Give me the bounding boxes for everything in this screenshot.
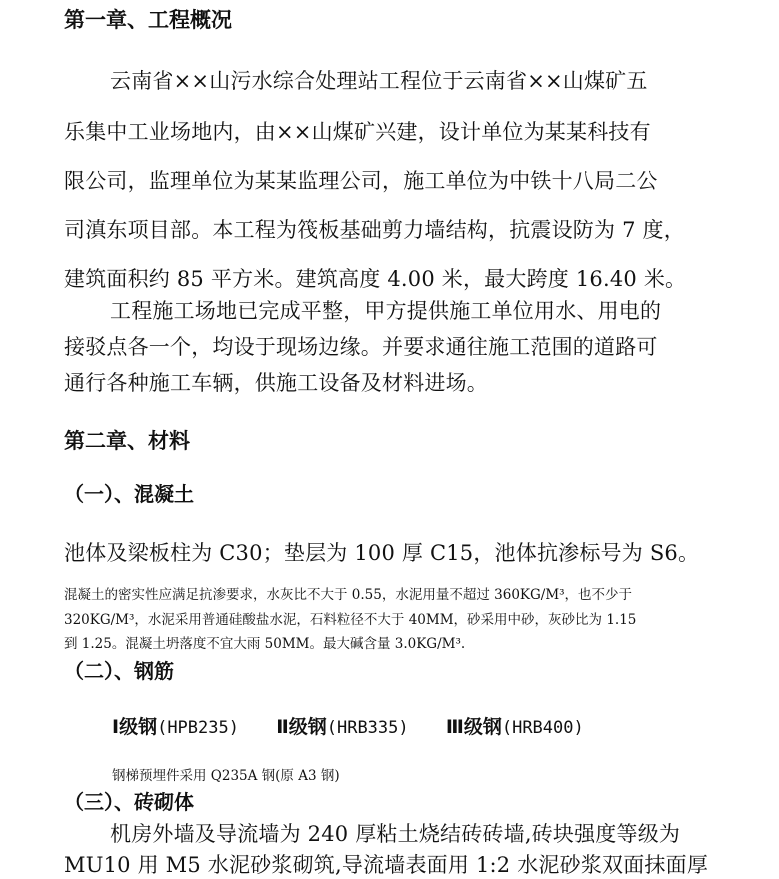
- para2-line: 工程施工场地已完成平整，甲方提供施工单位用水、用电的: [110, 299, 662, 323]
- masonry-section-title: （三）、砖砌体: [64, 790, 194, 814]
- para1-line: 限公司，监理单位为某某监理公司，施工单位为中铁十八局二公: [64, 169, 658, 193]
- rebar-note: 钢梯预埋件采用 Q235A 钢(原 A3 钢): [112, 768, 340, 784]
- concrete-section-title: （一）、混凝土: [64, 482, 194, 506]
- para2-line: 通行各种施工车辆，供施工设备及材料进场。: [64, 371, 488, 395]
- concrete-note-line: 混凝土的密实性应满足抗渗要求，水灰比不大于 0.55，水泥用量不超过 360KG/M³，也不少于: [64, 587, 633, 603]
- para1-line: 建筑面积约 85 平方米。建筑高度 4.00 米，最大跨度 16.40 米。: [64, 267, 687, 291]
- para1-line: 乐集中工业场地内，由××山煤矿兴建，设计单位为某某科技有: [64, 120, 651, 144]
- concrete-note-line: 到 1.25。混凝土坍落度不宜大雨 50MM。最大碱含量 3.0KG/M³.: [64, 636, 466, 652]
- para1-line: 云南省××山污水综合处理站工程位于云南省××山煤矿五: [110, 69, 648, 93]
- chapter2-title: 第二章、材料: [64, 429, 190, 453]
- rebar-grades: [112, 712, 584, 739]
- rebar-grade-3: Ⅲ级钢(HRB400): [445, 716, 584, 738]
- para1-line: 司滇东项目部。本工程为筏板基础剪力墙结构，抗震设防为 7 度，: [64, 218, 685, 242]
- concrete-note-line: 320KG/M³，水泥采用普通硅酸盐水泥，石料粒径不大于 40MM，砂采用中砂，灰砂比为 1.15: [64, 612, 637, 628]
- para2-line: 接驳点各一个，均设于现场边缘。并要求通往施工范围的道路可: [64, 335, 658, 359]
- masonry-line: MU10 用 M5 水泥砂浆砌筑,导流墙表面用 1:2 水泥砂浆双面抹面厚: [64, 853, 709, 877]
- concrete-main-line: 池体及梁板柱为 C30；垫层为 100 厚 C15，池体抗渗标号为 S6。: [64, 541, 700, 565]
- rebar-grade-1: Ⅰ级钢(HPB235): [112, 716, 239, 738]
- rebar-grade-2: Ⅱ级钢(HRB335): [276, 716, 409, 738]
- masonry-line: 机房外墙及导流墙为 240 厚粘土烧结砖砖墙,砖块强度等级为: [110, 822, 681, 846]
- rebar-section-title: （二）、钢筋: [64, 659, 174, 683]
- chapter1-title: 第一章、工程概况: [64, 8, 232, 32]
